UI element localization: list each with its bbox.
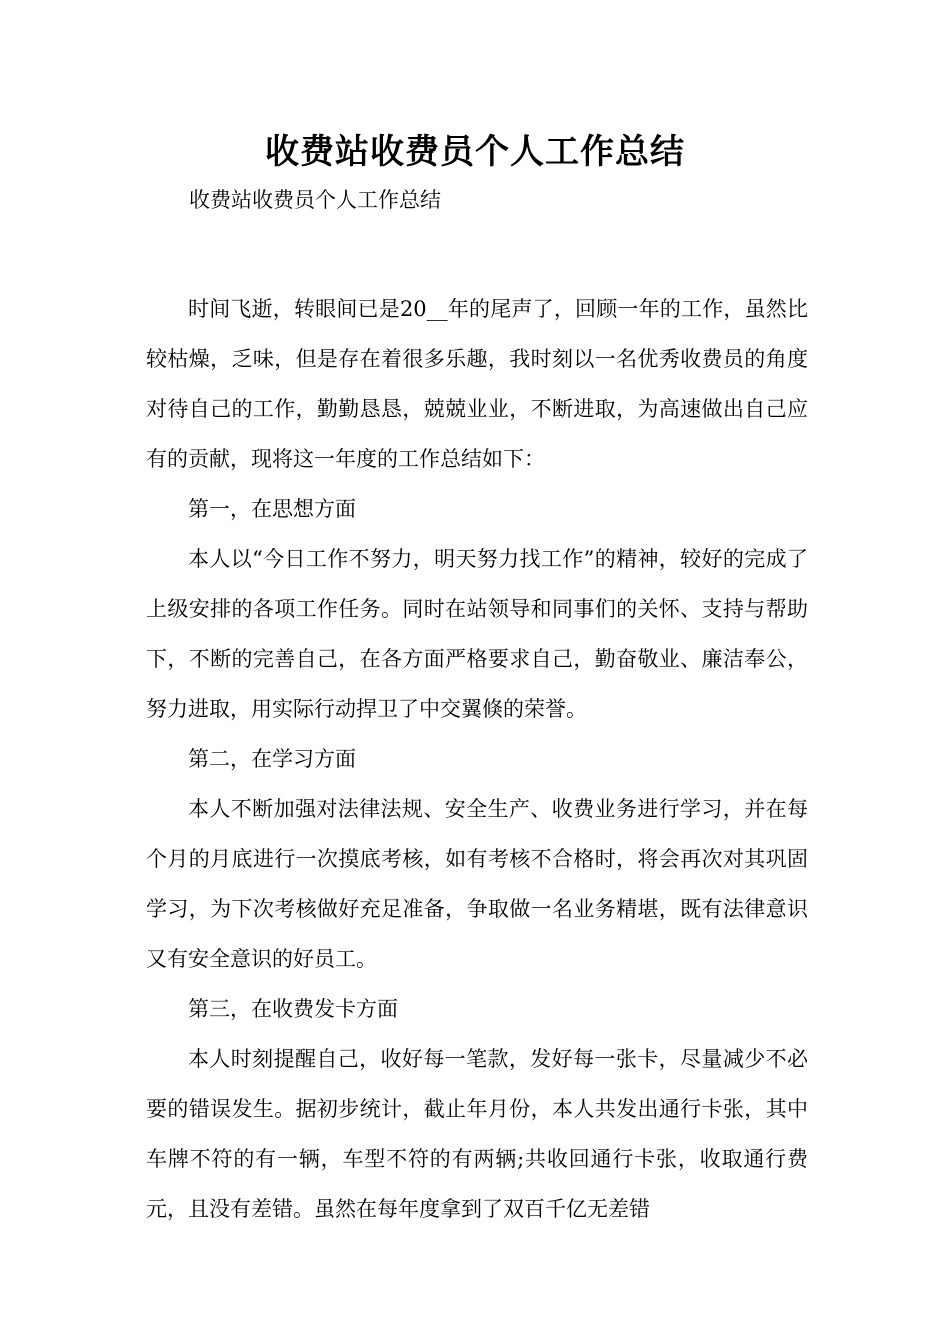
paragraph-study: 本人不断加强对法律法规、安全生产、收费业务进行学习，并在每个月的月底进行一次摸底考核，如有考核不合格时，将会再次对其巩固学习，为下次考核做好充足准备，争取做一名业务精堪，既有法律意识又有安全意识的好员工。 bbox=[146, 797, 808, 971]
paragraph-thought: 本人以“今日工作不努力，明天努力找工作”的精神，较好的完成了上级安排的各项工作任务。同时在站领导和同事们的关怀、支持与帮助下，不断的完善自己，在各方面严格要求自己，勤奋敬业、廉洁奉公，努力进取，用实际行动捍卫了中交翼倏的荣誉。 bbox=[146, 547, 808, 721]
paragraph-intro: 时间飞逝，转眼间已是20__年的尾声了，回顾一年的工作，虽然比较枯燥，乏味，但是存在着很多乐趣，我时刻以一名优秀收费员的角度对待自己的工作，勤勤恳恳，兢兢业业，不断进取，为高速做出自己应有的贡献，现将这一年度的工作总结如下： bbox=[146, 297, 808, 471]
document-title: 收费站收费员个人工作总结 bbox=[265, 132, 685, 172]
section-heading-toll-card: 第三，在收费发卡方面 bbox=[188, 997, 398, 1021]
paragraph-toll-card: 本人时刻提醒自己，收好每一笔款，发好每一张卡，尽量减少不必要的错误发生。据初步统计，截止年月份，本人共发出通行卡张，其中车牌不符的有一辆，车型不符的有两辆;共收回通行卡张，收取通行费元，且没有差错。虽然在每年度拿到了双百千亿无差错 bbox=[146, 1047, 808, 1221]
section-heading-study: 第二，在学习方面 bbox=[188, 747, 356, 771]
document-body bbox=[146, 284, 808, 1234]
section-heading-thought: 第一，在思想方面 bbox=[188, 497, 356, 521]
document-subtitle: 收费站收费员个人工作总结 bbox=[189, 188, 441, 212]
